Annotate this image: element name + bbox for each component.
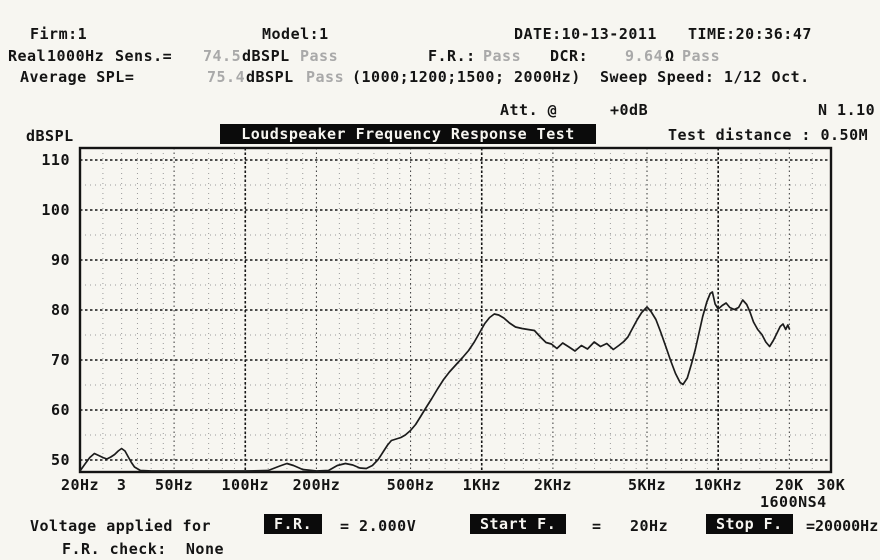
chart-title-bar: Loudspeaker Frequency Response Test [220,124,596,144]
sens-unit: dBSPL [242,47,290,65]
x-tick-label: 2KHz [533,476,572,494]
sens-status: Pass [300,47,339,65]
fr-label: F.R.: [428,47,476,65]
avg-spl-value: 75.4 [207,68,246,86]
model-label: Model:1 [262,25,329,43]
x-tick-label: 100Hz [221,476,270,494]
avg-spl-label: Average SPL= [20,68,135,86]
y-axis-unit-label: dBSPL [26,127,74,145]
n-value: N 1.10 [818,101,876,119]
y-tick-label: 70 [50,351,70,369]
stop-f-box: Stop F. [706,514,793,534]
sens-freq-label: 1000Hz [47,47,105,65]
x-tick-label: 10KHz [694,476,743,494]
fr-status: Pass [483,47,522,65]
fr-voltage-value: = 2.000V [340,517,417,535]
dcr-label: DCR: [550,47,589,65]
x-tick-label: 1KHz [462,476,501,494]
x-tick-label: 20Hz [60,476,100,494]
y-tick-label: 80 [50,301,70,319]
avg-spl-freqs: (1000;1200;1500; 2000Hz) [352,68,581,86]
attenuation-label: Att. @ [500,101,558,119]
x-tick-label: 200Hz [292,476,341,494]
x-tick-label: 5KHz [627,476,667,494]
fr-box: F.R. [264,514,322,534]
x-tick-label: 30K [816,476,846,494]
y-tick-label: 90 [50,251,70,269]
start-f-equals: = [592,517,602,535]
y-tick-label: 100 [41,201,70,219]
x-tick-label: 20K [775,476,804,494]
avg-spl-unit: dBSPL [246,68,294,86]
stop-f-value: =20000Hz [806,517,879,535]
dcr-value: 9.64 [625,47,664,65]
y-tick-label: 50 [50,451,70,469]
y-tick-label: 60 [50,401,70,419]
sens-value: 74.5 [203,47,242,65]
y-tick-label: 110 [41,151,70,169]
sweep-speed-label: Sweep Speed: 1/12 Oct. [600,68,810,86]
start-f-box: Start F. [470,514,566,534]
start-f-value: 20Hz [630,517,669,535]
module-label: 1600NS4 [760,493,827,511]
real-label: Real [8,47,47,65]
sens-label: Sens.= [115,47,173,65]
x-tick-label: 50Hz [155,476,194,494]
dcr-status: Pass [682,47,721,65]
date-label: DATE:10-13-2011 [514,25,657,43]
avg-spl-status: Pass [306,68,345,86]
response-curve [80,292,789,471]
firm-label: Firm:1 [30,25,88,43]
attenuation-value: +0dB [610,101,649,119]
dcr-unit: Ω [665,47,675,65]
x-tick-label: 3 [116,476,127,494]
time-label: TIME:20:36:47 [688,25,812,43]
test-distance-label: Test distance : 0.50M [668,126,869,144]
voltage-applied-label: Voltage applied for [30,517,212,535]
x-tick-label: 500Hz [386,476,435,494]
fr-check-label: F.R. check: None [62,540,225,558]
